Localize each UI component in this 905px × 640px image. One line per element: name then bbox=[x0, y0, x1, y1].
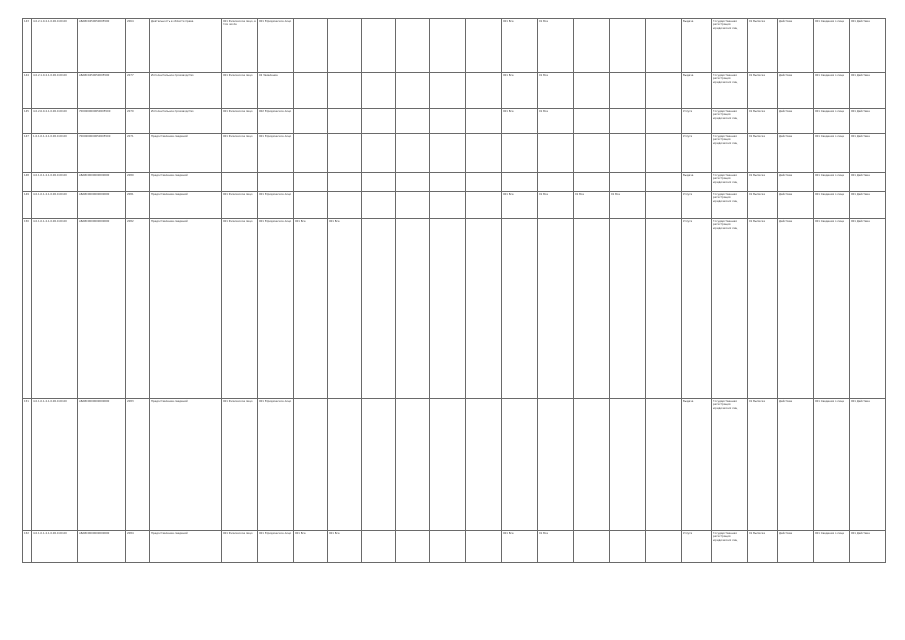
table-cell-col13 bbox=[466, 134, 502, 173]
table-cell-col9: 001 Все bbox=[328, 531, 362, 563]
table-cell-code: 4.0.2.1.0.4.1.0.00.0.00.00 bbox=[32, 19, 78, 73]
table-row bbox=[23, 109, 886, 134]
table-cell-col16: 01 Все bbox=[574, 192, 610, 219]
table-cell-col11 bbox=[396, 73, 430, 109]
table-cell-col8 bbox=[294, 399, 328, 531]
table-cell-col7: 001 Юридическое лицо bbox=[258, 19, 294, 73]
table-cell-kod: 2077 bbox=[126, 73, 150, 109]
table-cell-num: 144 bbox=[23, 73, 32, 109]
table-cell-col9: 001 Все bbox=[328, 219, 362, 399]
table-cell-col14: 001 Все bbox=[502, 19, 538, 73]
table-cell-col12 bbox=[430, 399, 466, 531]
table-cell-col19: Выдача bbox=[682, 19, 712, 73]
table-cell-id: ABABC0000000000000 bbox=[78, 173, 126, 192]
table-cell-col23: 001 Сведения о лице bbox=[814, 134, 850, 173]
table-cell-col19: Выдача bbox=[682, 173, 712, 192]
table-cell-col21: 01 Выписка bbox=[748, 134, 778, 173]
table-cell-col7: 002 Юридическое лицо bbox=[258, 109, 294, 134]
table-cell-col23: 001 Сведения о лице bbox=[814, 19, 850, 73]
table-cell-col16 bbox=[574, 134, 610, 173]
table-cell-col20: Государственная регистрация юридических лиц bbox=[712, 173, 748, 192]
table-cell-col14 bbox=[502, 399, 538, 531]
table-cell-col16 bbox=[574, 399, 610, 531]
table-cell-name: Предоставление сведений bbox=[150, 192, 222, 219]
table-cell-col12 bbox=[430, 73, 466, 109]
table-cell-col18 bbox=[646, 134, 682, 173]
table-cell-col11 bbox=[396, 109, 430, 134]
table-cell-col21: 01 Выписка bbox=[748, 192, 778, 219]
table-cell-col22: Действие bbox=[778, 399, 814, 531]
table-cell-col7: 001 Юридическое лицо bbox=[258, 531, 294, 563]
table-cell-col7: 001 Юридическое лицо bbox=[258, 219, 294, 399]
table-cell-col6: 001 Физическое лицо bbox=[222, 192, 258, 219]
table-cell-col13 bbox=[466, 73, 502, 109]
table-cell-col8 bbox=[294, 134, 328, 173]
table-cell-col24: 001 Действие bbox=[850, 173, 886, 192]
table-cell-col8 bbox=[294, 19, 328, 73]
table-cell-code: 1.0.1.0.1.4.1.0.00.0.00.00 bbox=[32, 134, 78, 173]
table-cell-name: Предоставление сведений bbox=[150, 399, 222, 531]
table-cell-id: ABABC0450050005500 bbox=[78, 73, 126, 109]
table-cell-num: 152 bbox=[23, 531, 32, 563]
table-row bbox=[23, 19, 886, 73]
table-cell-kod: 2080 bbox=[126, 173, 150, 192]
table-cell-col7: 001 Юридическое лицо bbox=[258, 399, 294, 531]
table-cell-col24: 001 Действие bbox=[850, 19, 886, 73]
table-cell-code: 4.0.1.0.1.4.1.0.00.0.00.00 bbox=[32, 399, 78, 531]
table-cell-id: ABABC0000000000000 bbox=[78, 219, 126, 399]
table-cell-col7: 001 Юридическое лицо bbox=[258, 134, 294, 173]
table-cell-col20: Государственная регистрация юридических лиц bbox=[712, 109, 748, 134]
table-cell-col17: 01 Все bbox=[610, 192, 646, 219]
table-cell-col17 bbox=[610, 173, 646, 192]
table-cell-col17 bbox=[610, 19, 646, 73]
table-cell-code: 4.0.1.0.1.4.1.0.00.0.00.00 bbox=[32, 531, 78, 563]
table-cell-col15: 01 Все bbox=[538, 531, 574, 563]
table-cell-id: ABABC0450050005500 bbox=[78, 19, 126, 73]
table-cell-col24: 001 Действие bbox=[850, 531, 886, 563]
table-row bbox=[23, 173, 886, 192]
table-cell-col17 bbox=[610, 219, 646, 399]
table-cell-col16 bbox=[574, 531, 610, 563]
table-cell-col6: 001 Физическое лицо bbox=[222, 134, 258, 173]
table-cell-col22: Действие bbox=[778, 173, 814, 192]
table-cell-col24: 001 Действие bbox=[850, 192, 886, 219]
table-cell-col23: 001 Сведения о лице bbox=[814, 73, 850, 109]
table-cell-col7: 001 Юридическое лицо bbox=[258, 192, 294, 219]
table-cell-col15 bbox=[538, 134, 574, 173]
table-cell-col6: 001 Физическое лицо bbox=[222, 109, 258, 134]
table-cell-col15: 01 Все bbox=[538, 109, 574, 134]
table-cell-id: ABABC0000000000000 bbox=[78, 192, 126, 219]
table-cell-col13 bbox=[466, 219, 502, 399]
table-cell-code: 4.0.2.6.0.4.1.0.00.0.00.00 bbox=[32, 109, 78, 134]
table-cell-col18 bbox=[646, 109, 682, 134]
table-cell-col11 bbox=[396, 19, 430, 73]
table-cell-col10 bbox=[362, 531, 396, 563]
table-cell-col23: 001 Сведения о лице bbox=[814, 531, 850, 563]
table-cell-col16 bbox=[574, 19, 610, 73]
table-cell-num: 151 bbox=[23, 399, 32, 531]
table-cell-col19: Услуга bbox=[682, 219, 712, 399]
table-cell-col21: 01 Выписка bbox=[748, 531, 778, 563]
table-cell-col23: 001 Сведения о лице bbox=[814, 109, 850, 134]
table-cell-col10 bbox=[362, 109, 396, 134]
table-cell-col10 bbox=[362, 73, 396, 109]
table-cell-col24: 001 Действие bbox=[850, 399, 886, 531]
table-cell-col23: 001 Сведения о лице bbox=[814, 192, 850, 219]
table-cell-col11 bbox=[396, 531, 430, 563]
table-cell-name: Исполнительное производство bbox=[150, 109, 222, 134]
table-cell-col15: 01 Все bbox=[538, 192, 574, 219]
table-cell-col20: Государственная регистрация юридических лиц bbox=[712, 219, 748, 399]
table-cell-col15 bbox=[538, 399, 574, 531]
table-cell-col8: 001 Все bbox=[294, 219, 328, 399]
table-cell-col14 bbox=[502, 173, 538, 192]
table-cell-code: 4.0.2.1.0.4.1.0.00.0.00.00 bbox=[32, 73, 78, 109]
table-cell-col13 bbox=[466, 399, 502, 531]
table-cell-code: 4.0.1.0.1.4.1.0.00.0.00.00 bbox=[32, 192, 78, 219]
table-cell-kod: 2083 bbox=[126, 399, 150, 531]
table-cell-col17 bbox=[610, 531, 646, 563]
table-cell-col16 bbox=[574, 73, 610, 109]
table-cell-col21: 01 Выписка bbox=[748, 109, 778, 134]
table-cell-col21: 01 Выписка bbox=[748, 73, 778, 109]
table-cell-col19: Услуга bbox=[682, 531, 712, 563]
table-cell-col18 bbox=[646, 219, 682, 399]
registry-table bbox=[22, 18, 886, 563]
table-cell-name: Предоставление сведений bbox=[150, 134, 222, 173]
table-cell-col24: 001 Действие bbox=[850, 109, 886, 134]
table-cell-col23: 001 Сведения о лице bbox=[814, 219, 850, 399]
table-row bbox=[23, 399, 886, 531]
table-cell-num: 143 bbox=[23, 19, 32, 73]
table-cell-name: Предоставление сведений bbox=[150, 531, 222, 563]
table-cell-col13 bbox=[466, 19, 502, 73]
table-cell-col8: 001 Все bbox=[294, 531, 328, 563]
table-cell-col8 bbox=[294, 192, 328, 219]
table-cell-col17 bbox=[610, 109, 646, 134]
table-cell-col12 bbox=[430, 19, 466, 73]
table-row bbox=[23, 192, 886, 219]
table-cell-num: 147 bbox=[23, 134, 32, 173]
table-cell-col10 bbox=[362, 173, 396, 192]
table-cell-id: ABABC0000000000000 bbox=[78, 531, 126, 563]
table-cell-col6: 001 Физическое лицо bbox=[222, 73, 258, 109]
table-cell-col9 bbox=[328, 134, 362, 173]
table-cell-col17 bbox=[610, 73, 646, 109]
table-cell-col19: Услуга bbox=[682, 134, 712, 173]
table-cell-col14 bbox=[502, 134, 538, 173]
table-cell-col22: Действие bbox=[778, 134, 814, 173]
table-cell-kod: 2070 bbox=[126, 109, 150, 134]
table-cell-col12 bbox=[430, 134, 466, 173]
table-cell-col15 bbox=[538, 219, 574, 399]
table-cell-col24: 001 Действие bbox=[850, 219, 886, 399]
table-cell-col24: 001 Действие bbox=[850, 73, 886, 109]
table-cell-col6 bbox=[222, 173, 258, 192]
table-cell-col21: 01 Выписка bbox=[748, 399, 778, 531]
table-cell-col13 bbox=[466, 173, 502, 192]
table-cell-num: 150 bbox=[23, 219, 32, 399]
table-cell-kod: 2071 bbox=[126, 134, 150, 173]
table-cell-col16 bbox=[574, 109, 610, 134]
table-cell-col9 bbox=[328, 399, 362, 531]
table-cell-col24: 001 Действие bbox=[850, 134, 886, 173]
table-cell-col11 bbox=[396, 219, 430, 399]
table-cell-col8 bbox=[294, 173, 328, 192]
table-cell-id: ABABC0000000000000 bbox=[78, 399, 126, 531]
table-cell-col22: Действие bbox=[778, 192, 814, 219]
table-cell-col12 bbox=[430, 219, 466, 399]
table-cell-col20: Государственная регистрация юридических лиц bbox=[712, 531, 748, 563]
table-cell-name: Предоставление сведений bbox=[150, 219, 222, 399]
table-cell-col16 bbox=[574, 219, 610, 399]
table-cell-code: 4.0.1.0.1.4.1.0.00.0.00.00 bbox=[32, 173, 78, 192]
table-cell-col22: Действие bbox=[778, 73, 814, 109]
table-cell-col15 bbox=[538, 173, 574, 192]
table-cell-col6: 001 Физическое лицо bbox=[222, 531, 258, 563]
table-cell-col18 bbox=[646, 192, 682, 219]
table-cell-kod: 2084 bbox=[126, 531, 150, 563]
table-cell-col9 bbox=[328, 192, 362, 219]
table-cell-kod: 2064 bbox=[126, 19, 150, 73]
table-cell-col21: 01 Выписка bbox=[748, 19, 778, 73]
table-cell-col11 bbox=[396, 192, 430, 219]
table-cell-col10 bbox=[362, 192, 396, 219]
table-cell-col14: 001 Все bbox=[502, 192, 538, 219]
table-cell-col6: 001 Физическое лицо bbox=[222, 219, 258, 399]
table-cell-col10 bbox=[362, 19, 396, 73]
table-cell-col23: 001 Сведения о лице bbox=[814, 399, 850, 531]
table-cell-col11 bbox=[396, 173, 430, 192]
table-cell-code: 4.0.1.0.1.4.1.0.00.0.00.00 bbox=[32, 219, 78, 399]
table-cell-col22: Действие bbox=[778, 219, 814, 399]
table-cell-col19: Услуга bbox=[682, 192, 712, 219]
table-cell-col13 bbox=[466, 192, 502, 219]
table-cell-col9 bbox=[328, 19, 362, 73]
table-cell-name: Предоставление сведений bbox=[150, 173, 222, 192]
table-cell-col17 bbox=[610, 134, 646, 173]
table-cell-col11 bbox=[396, 399, 430, 531]
table-cell-col12 bbox=[430, 531, 466, 563]
table-cell-col22: Действие bbox=[778, 531, 814, 563]
table-cell-col8 bbox=[294, 73, 328, 109]
table-cell-col18 bbox=[646, 399, 682, 531]
table-cell-col20: Государственная регистрация юридических лиц bbox=[712, 399, 748, 531]
table-cell-col14 bbox=[502, 219, 538, 399]
table-row bbox=[23, 134, 886, 173]
table-cell-col20: Государственная регистрация юридических лиц bbox=[712, 192, 748, 219]
table-cell-col13 bbox=[466, 109, 502, 134]
table-cell-num: 149 bbox=[23, 192, 32, 219]
table-cell-col20: Государственная регистрация юридических лиц bbox=[712, 73, 748, 109]
table-cell-col9 bbox=[328, 109, 362, 134]
table-cell-col14: 001 Все bbox=[502, 531, 538, 563]
table-cell-kod: 2081 bbox=[126, 192, 150, 219]
table-cell-col15: 01 Все bbox=[538, 73, 574, 109]
table-cell-col7: 02 Заявление bbox=[258, 73, 294, 109]
table-cell-col18 bbox=[646, 19, 682, 73]
table-cell-num: 145 bbox=[23, 109, 32, 134]
table-cell-name: Исполнительное производство bbox=[150, 73, 222, 109]
table-cell-col19: Выдача bbox=[682, 73, 712, 109]
table-cell-col22: Действие bbox=[778, 19, 814, 73]
table-cell-col12 bbox=[430, 173, 466, 192]
table-cell-col6: 001 Физическое лицо, в том числе bbox=[222, 19, 258, 73]
table-cell-col23: 001 Сведения о лице bbox=[814, 173, 850, 192]
table-cell-col10 bbox=[362, 134, 396, 173]
table-cell-col18 bbox=[646, 531, 682, 563]
table-cell-col16 bbox=[574, 173, 610, 192]
table-cell-id: 7000000000050005500 bbox=[78, 109, 126, 134]
table-cell-col6: 001 Физическое лицо bbox=[222, 399, 258, 531]
table-cell-col9 bbox=[328, 73, 362, 109]
table-cell-name: Деятельность в области права bbox=[150, 19, 222, 73]
table-cell-col10 bbox=[362, 219, 396, 399]
table-cell-col12 bbox=[430, 192, 466, 219]
table-cell-col15: 01 Все bbox=[538, 19, 574, 73]
table-cell-col18 bbox=[646, 173, 682, 192]
table-cell-col8 bbox=[294, 109, 328, 134]
table-row bbox=[23, 73, 886, 109]
table-cell-col18 bbox=[646, 73, 682, 109]
table-cell-col21: 01 Выписка bbox=[748, 219, 778, 399]
table-cell-id: 7000000000050005500 bbox=[78, 134, 126, 173]
table-cell-col11 bbox=[396, 134, 430, 173]
table-cell-col13 bbox=[466, 531, 502, 563]
table-cell-col20: Государственная регистрация юридических лиц bbox=[712, 19, 748, 73]
table-row bbox=[23, 219, 886, 399]
table-cell-col20: Государственная регистрация юридических лиц bbox=[712, 134, 748, 173]
table-cell-col21: 01 Выписка bbox=[748, 173, 778, 192]
table-cell-kod: 2082 bbox=[126, 219, 150, 399]
table-cell-col14: 001 Все bbox=[502, 109, 538, 134]
table-cell-col9 bbox=[328, 173, 362, 192]
table-cell-col12 bbox=[430, 109, 466, 134]
table-cell-num: 148 bbox=[23, 173, 32, 192]
table-cell-col19: Выдача bbox=[682, 399, 712, 531]
table-cell-col14: 001 Все bbox=[502, 73, 538, 109]
table-cell-col19: Услуга bbox=[682, 109, 712, 134]
table-cell-col7 bbox=[258, 173, 294, 192]
table-row bbox=[23, 531, 886, 563]
table-body bbox=[23, 19, 886, 563]
table-cell-col17 bbox=[610, 399, 646, 531]
table-cell-col10 bbox=[362, 399, 396, 531]
table-cell-col22: Действие bbox=[778, 109, 814, 134]
